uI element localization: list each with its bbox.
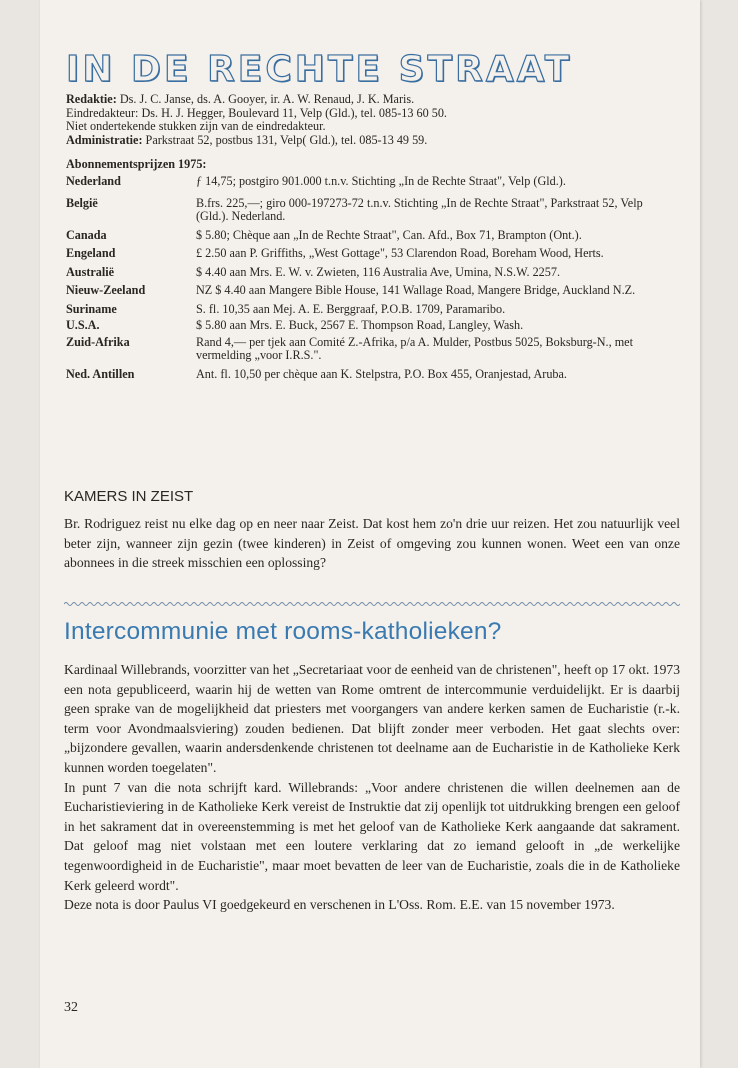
rate-country: Nederland <box>66 174 121 188</box>
rate-row <box>66 368 686 382</box>
rate-country: Canada <box>66 227 107 242</box>
colophon <box>66 93 686 147</box>
rate-text: $ 4.40 aan Mrs. E. W. v. Zwieten, 116 Australia Ave, Umina, N.S.W. 2257. <box>196 264 561 279</box>
wavy-divider <box>64 600 680 608</box>
rate-text: ƒ 14,75; postgiro 901.000 t.n.v. Stichting „In de Rechte Straat", Velp (Gld.). <box>196 174 566 188</box>
rate-row <box>66 229 686 243</box>
rate-row <box>66 175 686 189</box>
rate-text: Ant. fl. 10,50 per chèque aan K. Stelpstra, P.O. Box 455, Oranjestad, Aruba. <box>196 366 567 381</box>
rate-row <box>66 303 686 317</box>
rate-country: Engeland <box>66 246 116 260</box>
rate-country: Ned. Antillen <box>66 366 135 381</box>
wavy-divider-line <box>64 603 680 606</box>
colophon-line: Niet ondertekende stukken zijn van de eindredakteur. <box>66 119 326 133</box>
rate-text: $ 5.80 aan Mrs. E. Buck, 2567 E. Thompson Road, Langley, Wash. <box>196 318 524 332</box>
article-title: Intercommunie met rooms-katholieken? <box>64 618 502 645</box>
rate-text: Rand 4,— per tjek aan Comité Z.-Afrika, p/a A. Mulder, Postbus 5025, Boksburg-N., met vermelding „voor I.R.S.". <box>196 334 633 362</box>
colophon-line: Administratie: Parkstraat 52, postbus 131, Velp( Gld.), tel. 085-13 49 59. <box>66 132 428 147</box>
rate-text: $ 5.80; Chèque aan „In de Rechte Straat", Can. Afd., Box 71, Brampton (Ont.). <box>196 227 582 242</box>
subscriptions-heading: Abonnementsprijzen 1975: <box>66 157 207 171</box>
rate-country: Zuid-Afrika <box>66 334 130 349</box>
rate-row <box>66 247 686 261</box>
rate-country: U.S.A. <box>66 318 100 332</box>
rate-row <box>66 197 686 224</box>
rate-row <box>66 266 686 280</box>
rate-country: Nieuw-Zeeland <box>66 283 146 297</box>
rate-row <box>66 319 686 333</box>
rate-country: Australië <box>66 264 115 279</box>
page <box>40 0 700 1068</box>
subscription-rates <box>66 175 686 381</box>
page-number: 32 <box>64 1000 78 1015</box>
article-paragraph: In punt 7 van die nota schrijft kard. Willebrands: „Voor andere christenen die willen deelnemen aan de Eucharistieviering in de Katholieke Kerk vereist de Instruktie dat zij openlijk tot uitdrukking brengen een geloof in het sakrament dat in overeenstemming is met het geloof van de Katholieke Kerk aangaande dat sakrament. Dat geloof mag niet volstaan met een loutere verklaring dat zo iemand gelooft in „de werkelijke tegenwoordigheid in de Eucharistie", maar moet bevatten de leer van de Eucharistie, zoals die in de Katholieke Kerk geleerd wordt". <box>64 779 680 893</box>
rate-text: B.frs. 225,—; giro 000-197273-72 t.n.v. Stichting „In de Rechte Straat", Parkstraat 52, Velp (Gld.). Nederland. <box>196 195 643 223</box>
kamers-body: Br. Rodriguez reist nu elke dag op en neer naar Zeist. Dat kost hem zo'n drie uur reizen. Het zou natuurlijk veel beter zijn, wanneer zijn gezin (twee kinderen) in Zeist of omgeving zou kunnen wonen. Weet een van onze abonnees in die streek misschien een oplossing? <box>64 516 680 571</box>
masthead-logo: IN DE RECHTE STRAAT <box>66 49 573 90</box>
article-body <box>64 660 680 915</box>
article-paragraph: Deze nota is door Paulus VI goedgekeurd en verschenen in L'Oss. Rom. E.E. van 15 november 1973. <box>64 897 615 913</box>
article-paragraph: Kardinaal Willebrands, voorzitter van het „Secretariaat voor de eenheid van de christenen", heeft op 17 okt. 1973 een nota gepubliceerd, waarin hij de wetten van Rome omtrent de intercommunie verduidelijkt. Er is daarbij geen sprake van de mogelijkheid dat priesters met voorgangers van andere kerken samen de Eucharistie (r.-k. term voor Avondmaalsviering) zouden bedienen. Dat blijft zonder meer verboden. Het gaat slechts over: „bijzondere gevallen, waarin andersdenkende christenen tot deelname aan de Eucharistie in de Katholieke Kerk kunnen worden toegelaten". <box>64 662 680 775</box>
rate-text: S. fl. 10,35 aan Mej. A. E. Berggraaf, P.O.B. 1709, Paramaribo. <box>196 301 506 316</box>
rate-country: België <box>66 195 98 210</box>
rate-row <box>66 284 686 298</box>
rate-country: Suriname <box>66 301 117 316</box>
colophon-line: Redaktie: Ds. J. C. Janse, ds. A. Gooyer, ir. A. W. Renaud, J. K. Maris. <box>66 92 415 106</box>
kamers-heading: KAMERS IN ZEIST <box>64 488 194 505</box>
rate-text: £ 2.50 aan P. Griffiths, „West Gottage", 53 Clarendon Road, Boreham Wood, Herts. <box>196 246 604 260</box>
rate-row <box>66 336 686 363</box>
rate-text: NZ $ 4.40 aan Mangere Bible House, 141 Wallage Road, Mangere Bridge, Auckland N.Z. <box>196 283 636 297</box>
colophon-line: Eindredakteur: Ds. H. J. Hegger, Boulevard 11, Velp (Gld.), tel. 085-13 60 50. <box>66 105 447 120</box>
